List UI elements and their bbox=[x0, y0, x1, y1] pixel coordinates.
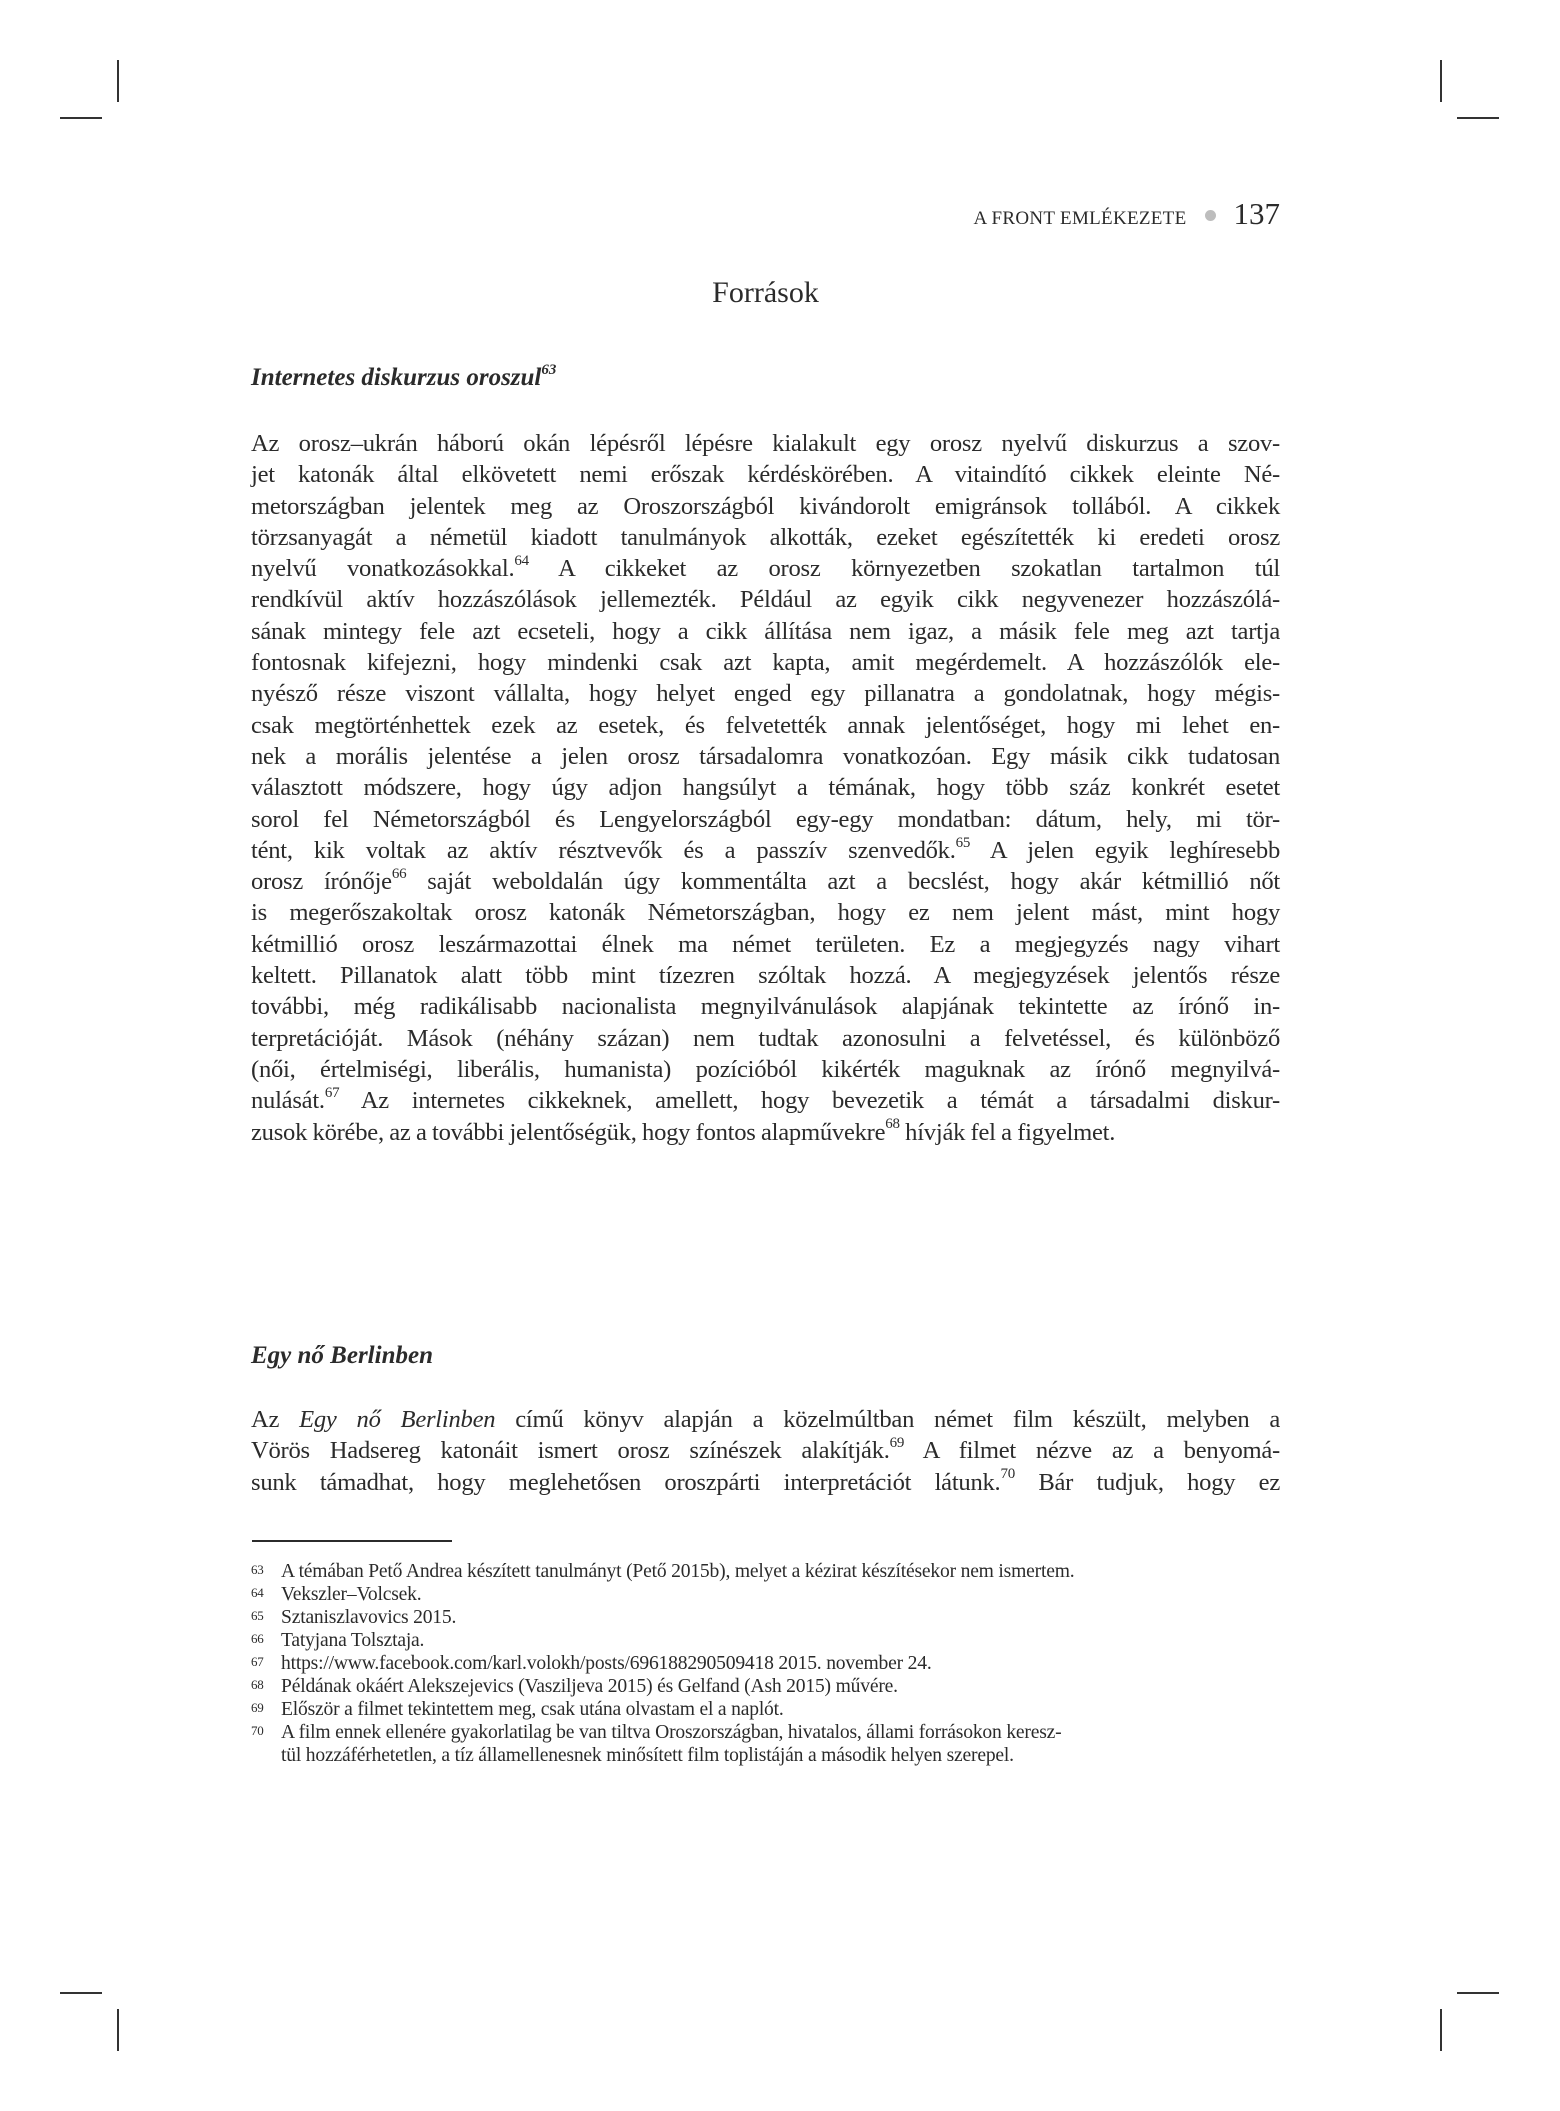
footnote-number: 63 bbox=[251, 1562, 264, 1577]
footnote-number: 67 bbox=[251, 1654, 264, 1669]
footnote-ref[interactable]: 69 bbox=[889, 1435, 905, 1452]
page-number: 137 bbox=[1233, 196, 1280, 231]
text-run: A cikkeket az orosz környezetben szokatlan tartalmon túl bbox=[528, 555, 1280, 583]
footnote-ref[interactable]: 70 bbox=[1000, 1466, 1015, 1483]
text-run: fontosnak kifejezni, hogy mindenki csak azt kapta, amit megérdemelt. A hozzászólók ele- bbox=[251, 649, 1280, 677]
crop-mark-top-right-vertical bbox=[1440, 60, 1442, 102]
section1-body bbox=[251, 428, 1280, 1148]
footnote-ref[interactable]: 68 bbox=[885, 1116, 900, 1133]
footnote-number: 66 bbox=[251, 1631, 264, 1646]
crop-mark-top-left-horizontal bbox=[60, 117, 102, 119]
text-line bbox=[251, 1085, 1280, 1116]
footnote-text: Először a filmet tekintettem meg, csak utána olvastam el a naplót. bbox=[281, 1699, 784, 1720]
running-title: A FRONT EMLÉKEZETE bbox=[973, 208, 1187, 229]
footnote-divider bbox=[252, 1540, 452, 1542]
footnote-item bbox=[251, 1629, 1280, 1652]
footnote-number: 68 bbox=[251, 1677, 264, 1692]
text-line bbox=[251, 1117, 1280, 1148]
text-run: rendkívül aktív hozzászólások jellemezték. Például az egyik cikk negyvenezer hozzászólá- bbox=[251, 586, 1280, 614]
book-title: Egy nő Berlinben bbox=[299, 1406, 496, 1433]
text-run: A jelen egyik leghíresebb bbox=[970, 836, 1280, 864]
footnote-text: A témában Pető Andrea készített tanulmányt (Pető 2015b), melyet a kézirat készítésekor nem ismertem. bbox=[281, 1561, 1075, 1582]
text-run: zusok körébe, az a további jelentőségük, hogy fontos alapművekre bbox=[251, 1118, 886, 1146]
footnotes-list bbox=[251, 1560, 1280, 1767]
footnote-ref[interactable]: 67 bbox=[324, 1085, 340, 1102]
text-line bbox=[251, 616, 1280, 647]
text-run: Vörös Hadsereg katonáit ismert orosz színészek alakítják. bbox=[251, 1437, 890, 1465]
footnote-text: Vekszler–Volcsek. bbox=[281, 1584, 422, 1605]
crop-mark-bottom-left-horizontal bbox=[60, 1992, 102, 1994]
text-line bbox=[251, 647, 1280, 678]
text-line bbox=[251, 678, 1280, 709]
text-run: (női, értelmiségi, liberális, humanista) pozícióból kikérték maguknak az írónő megnyilvá- bbox=[251, 1055, 1280, 1083]
text-run: keltett. Pillanatok alatt több mint tízezren szóltak hozzá. A megjegyzések jelentős része bbox=[251, 962, 1280, 990]
text-run: A filmet nézve az a benyomá- bbox=[904, 1437, 1280, 1465]
text-run: hívják fel a figyelmet. bbox=[899, 1118, 1116, 1146]
text-line bbox=[251, 459, 1280, 490]
text-line bbox=[251, 1467, 1280, 1498]
text-line bbox=[251, 1054, 1280, 1085]
text-run: nyelvű vonatkozásokkal. bbox=[251, 555, 515, 583]
footnote-item bbox=[251, 1606, 1280, 1629]
text-line bbox=[251, 584, 1280, 615]
footnote-item bbox=[251, 1675, 1280, 1698]
text-run: jet katonák által elkövetett nemi erőszak kérdéskörében. A vitaindító cikkek eleinte Né- bbox=[251, 461, 1280, 489]
text-line bbox=[251, 991, 1280, 1022]
text-run: is megerőszakoltak orosz katonák Németországban, hogy ez nem jelent mást, mint hogy bbox=[251, 899, 1280, 927]
crop-mark-bottom-left-vertical bbox=[117, 2009, 119, 2051]
text-line bbox=[251, 866, 1280, 897]
footnote-text bbox=[281, 1721, 1280, 1767]
footnote-ref[interactable]: 63 bbox=[541, 361, 557, 378]
text-line bbox=[251, 960, 1280, 991]
text-line bbox=[251, 897, 1280, 928]
text-run: nek a morális jelentése a jelen orosz társadalomra vonatkozóan. Egy másik cikk tudatosan bbox=[251, 742, 1280, 770]
footnote-number: 69 bbox=[251, 1700, 264, 1715]
text-line bbox=[251, 1404, 1280, 1435]
crop-mark-top-left-vertical bbox=[117, 60, 119, 102]
text-line bbox=[251, 929, 1280, 960]
footnote-item bbox=[251, 1583, 1280, 1606]
footnote-text: Tatyjana Tolsztaja. bbox=[281, 1630, 425, 1651]
text-run: Az orosz–ukrán háború okán lépésről lépésre kialakult egy orosz nyelvű diskurzus a szov- bbox=[251, 430, 1280, 457]
text-line bbox=[251, 491, 1280, 522]
footnote-text: Példának okáért Alekszejevics (Vaszilјeva 2015) és Gelfand (Ash 2015) művére. bbox=[281, 1676, 898, 1697]
text-line bbox=[251, 553, 1280, 584]
running-head bbox=[974, 196, 1280, 232]
text-run: saját weboldalán úgy kommentálta azt a becslést, hogy akár kétmillió nőt bbox=[406, 868, 1280, 896]
text-run: törzsanyagát a németül kiadott tanulmányok alkották, ezeket egészítették ki eredeti orosz bbox=[251, 523, 1280, 551]
text-run: orosz írónője bbox=[251, 868, 392, 896]
footnote-text: Sztaniszlavovics 2015. bbox=[281, 1607, 457, 1628]
section2-heading: Egy nő Berlinben bbox=[251, 1342, 433, 1369]
crop-mark-top-right-horizontal bbox=[1457, 117, 1499, 119]
footnote-text-line: A film ennek ellenére gyakorlatilag be van tiltva Oroszországban, hivatalos, állami forrásokon keresz- bbox=[281, 1722, 1062, 1743]
text-run: terpretációját. Mások (néhány százan) nem tudtak azonosulni a felvetéssel, és különböző bbox=[251, 1024, 1280, 1052]
text-run: nyésző része viszont vállalta, hogy helyet enged egy pillanatra a gondolatnak, hogy mégis- bbox=[251, 680, 1280, 708]
footnote-item bbox=[251, 1560, 1280, 1583]
text-run: Bár tudjuk, hogy ez bbox=[1014, 1468, 1280, 1496]
section2-paragraph bbox=[251, 1404, 1280, 1498]
text-line bbox=[251, 522, 1280, 553]
footnote-ref[interactable]: 66 bbox=[391, 865, 407, 882]
text-run: Az bbox=[251, 1406, 300, 1433]
crop-mark-bottom-right-horizontal bbox=[1457, 1992, 1499, 1994]
section1-heading bbox=[251, 361, 1280, 392]
section1-heading-text: Internetes diskurzus oroszul bbox=[251, 364, 542, 391]
text-line bbox=[251, 741, 1280, 772]
text-run: sunk támadhat, hogy meglehetősen oroszpárti interpretációt látunk. bbox=[251, 1468, 1001, 1496]
section1-heading-block bbox=[251, 361, 1280, 392]
text-run: című könyv alapján a közelmúltban német film készült, melyben a bbox=[495, 1406, 1280, 1433]
footnote-ref[interactable]: 64 bbox=[514, 553, 529, 569]
text-run: csak megtörténhettek ezek az esetek, és felvetették annak jelentőséget, hogy mi lehet en- bbox=[251, 711, 1280, 739]
footnote-number: 64 bbox=[251, 1585, 264, 1600]
section-title: Források bbox=[712, 276, 819, 309]
text-run: nulását. bbox=[251, 1087, 325, 1115]
text-line bbox=[251, 804, 1280, 835]
bullet-dot-icon bbox=[1205, 210, 1216, 221]
footnote-item bbox=[251, 1652, 1280, 1675]
footnote-number: 65 bbox=[251, 1608, 264, 1623]
text-run: sorol fel Németországból és Lengyelországból egy-egy mondatban: dátum, hely, mi tör- bbox=[251, 805, 1280, 833]
section1-paragraph bbox=[251, 428, 1280, 1148]
footnote-item bbox=[251, 1721, 1280, 1767]
section2-body bbox=[251, 1404, 1280, 1498]
text-line bbox=[251, 1435, 1280, 1466]
text-line bbox=[251, 772, 1280, 803]
text-line bbox=[251, 428, 1280, 459]
footnote-text: https://www.facebook.com/karl.volokh/posts/696188290509418 2015. november 24. bbox=[281, 1653, 932, 1674]
text-run: választott módszere, hogy úgy adjon hangsúlyt a témának, hogy több száz konkrét esetet bbox=[251, 774, 1280, 802]
text-run: kétmillió orosz leszármazottai élnek ma német területen. Ez a megjegyzés nagy vihart bbox=[251, 930, 1280, 958]
text-run: metországban jelentek meg az Oroszországból kivándorolt emigránsok tollából. A cikkek bbox=[251, 492, 1280, 520]
footnote-number: 70 bbox=[251, 1723, 264, 1738]
footnote-text-line: tül hozzáférhetetlen, a tíz államellenesnek minősített film toplistáján a második helyen szerepel. bbox=[281, 1745, 1014, 1766]
text-run: sának mintegy fele azt ecseteli, hogy a cikk állítása nem igaz, a másik fele meg azt tartja bbox=[251, 617, 1280, 645]
text-run: Az internetes cikkeknek, amellett, hogy bevezetik a témát a társadalmi diskur- bbox=[339, 1087, 1280, 1115]
footnote-ref[interactable]: 65 bbox=[955, 834, 971, 851]
text-line bbox=[251, 1023, 1280, 1054]
text-run: tént, kik voltak az aktív résztvevők és a passzív szenvedők. bbox=[251, 836, 956, 864]
text-run: további, még radikálisabb nacionalista megnyilvánulások alapjának tekintette az írónő in- bbox=[251, 993, 1280, 1021]
text-line bbox=[251, 835, 1280, 866]
crop-mark-bottom-right-vertical bbox=[1440, 2009, 1442, 2051]
footnote-item bbox=[251, 1698, 1280, 1721]
section2-heading-block bbox=[251, 1342, 1280, 1370]
text-line bbox=[251, 710, 1280, 741]
